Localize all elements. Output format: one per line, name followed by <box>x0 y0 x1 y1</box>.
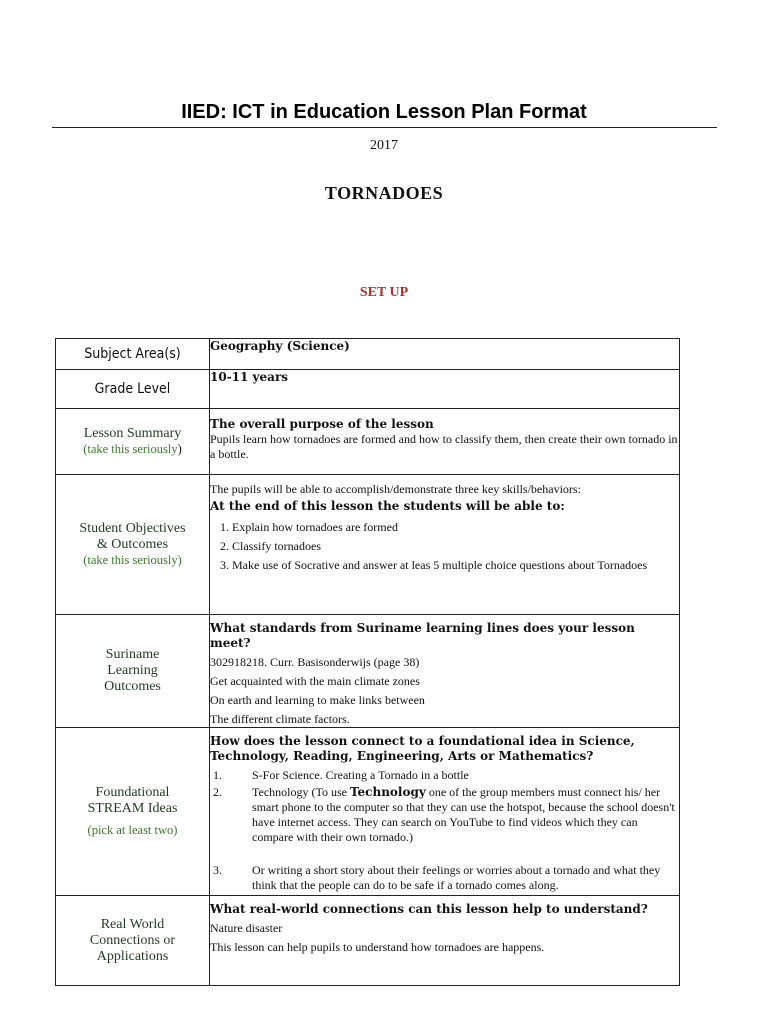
stream-heading: How does the lesson connect to a foundational idea in Science, Technology, Reading, Engineering, Arts or Mathematics? <box>210 734 635 763</box>
document-title: IIED: ICT in Education Lesson Plan Format <box>181 101 587 123</box>
value-real-world <box>210 896 680 986</box>
suriname-line: 302918218. Curr. Basisonderwijs (page 38) <box>210 655 420 669</box>
title-divider <box>52 127 717 128</box>
suriname-heading: What standards from Suriname learning lines does your lesson meet? <box>210 621 635 650</box>
document-year: 2017 <box>370 138 398 153</box>
objectives-intro: The pupils will be able to accomplish/demonstrate three key skills/behaviors: <box>210 482 581 496</box>
summary-heading: The overall purpose of the lesson <box>210 417 434 431</box>
list-item: 2. Classify tornadoes <box>232 539 679 554</box>
label-stream-ideas: Foundational STREAM Ideas (pick at least two) <box>56 728 210 896</box>
table-row-subject <box>56 339 680 370</box>
value-subject-area: Geography (Science) <box>210 339 680 370</box>
table-row-stream <box>56 728 680 896</box>
list-item: 2. Technology (To use Technology one of the group members must connect his/ her smart phone to the computer so that they can use the hotspot, because the school doesn't have internet access. They can search on YouTube to find videos which they can compare with their own tornado.) <box>213 785 675 844</box>
realworld-heading: What real-world connections can this lesson help to understand? <box>210 902 648 916</box>
value-lesson-summary <box>210 409 680 475</box>
list-item: 3. Make use of Socrative and answer at leas 5 multiple choice questions about Tornadoes <box>232 558 679 573</box>
value-grade-level: 10-11 years <box>210 370 680 409</box>
label-grade-level: Grade Level <box>56 370 210 409</box>
table-row-objectives <box>56 475 680 615</box>
suriname-line: The different climate factors. <box>210 712 350 726</box>
table-row-grade <box>56 370 680 409</box>
list-spacer <box>210 847 679 861</box>
summary-note: (take this seriously) <box>83 442 182 456</box>
label-suriname-outcomes: Suriname Learning Outcomes <box>56 615 210 728</box>
label-real-world: Real World Connections or Applications <box>56 896 210 986</box>
suriname-line: Get acquainted with the main climate zones <box>210 674 420 688</box>
section-heading-setup: SET UP <box>359 285 409 300</box>
lesson-plan-table <box>55 338 680 986</box>
stream-list <box>210 768 679 893</box>
lesson-topic: TORNADOES <box>324 183 444 203</box>
objectives-list <box>210 520 679 573</box>
value-suriname-outcomes <box>210 615 680 728</box>
suriname-line: On earth and learning to make links between <box>210 693 425 707</box>
value-student-objectives <box>210 475 680 615</box>
value-stream-ideas <box>210 728 680 896</box>
label-subject-area: Subject Area(s) <box>56 339 210 370</box>
list-item: 1. Explain how tornadoes are formed <box>232 520 679 535</box>
list-item: 3. Or writing a short story about their feelings or worries about a tornado and what they think that the people can do to be safe if a tornado comes along. <box>213 863 661 892</box>
label-student-objectives: Student Objectives & Outcomes (take this seriously) <box>56 475 210 615</box>
realworld-line: Nature disaster <box>210 921 283 935</box>
objectives-heading: At the end of this lesson the students will be able to: <box>210 499 565 513</box>
label-lesson-summary: Lesson Summary (take this seriously) <box>56 409 210 475</box>
realworld-line: This lesson can help pupils to understand how tornadoes are happens. <box>210 940 545 954</box>
list-item: 1. S-For Science. Creating a Tornado in a bottle <box>213 768 469 782</box>
table-row-summary <box>56 409 680 475</box>
summary-text: Pupils learn how tornadoes are formed and how to classify them, then create their own tornado in a bottle. <box>210 432 678 461</box>
table-row-suriname <box>56 615 680 728</box>
table-row-realworld <box>56 896 680 986</box>
